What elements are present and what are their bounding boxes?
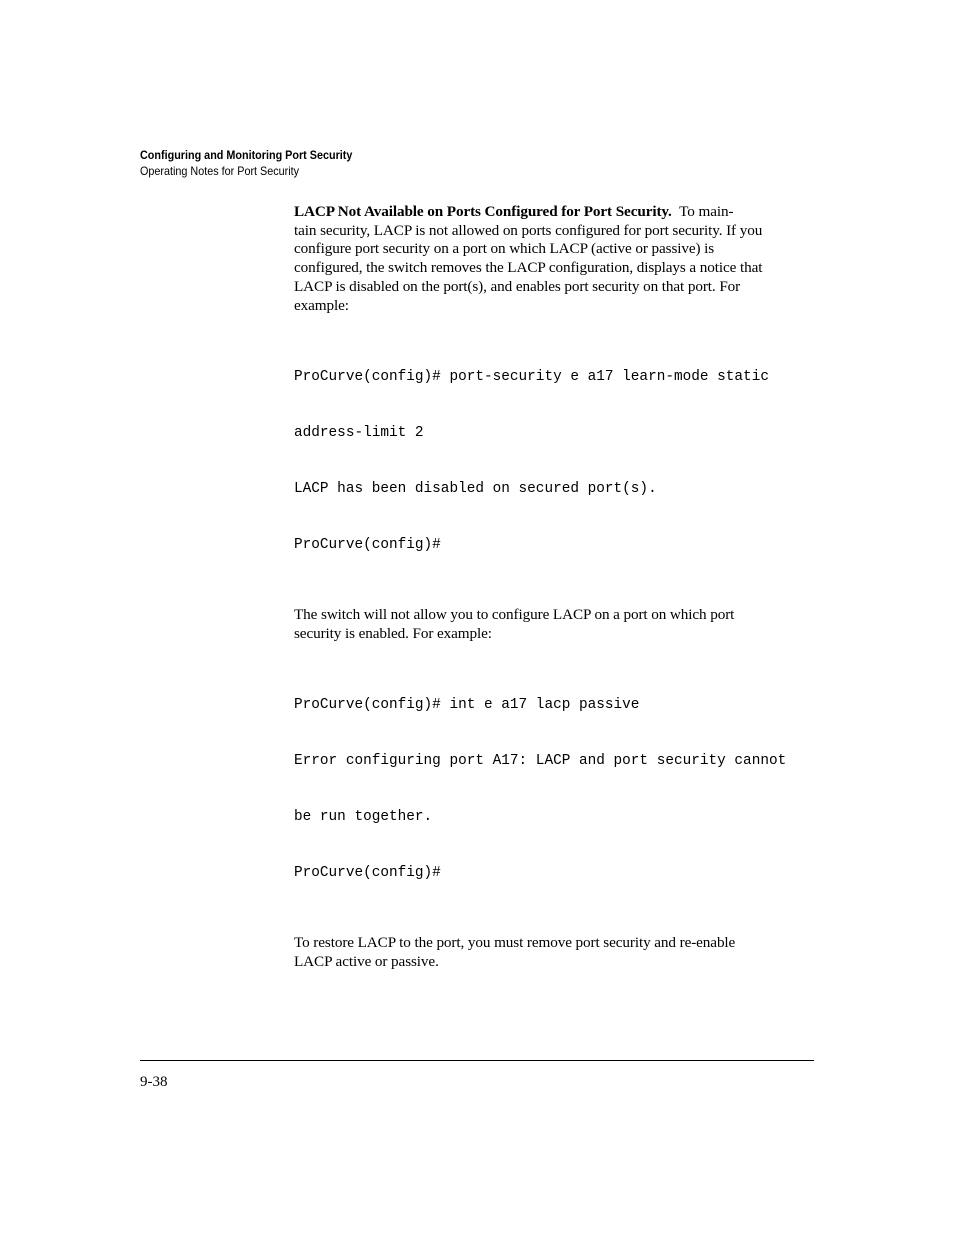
paragraph-line <box>294 203 814 222</box>
page-number: 9-38 <box>140 1074 168 1090</box>
code-line: address-limit 2 <box>294 424 424 441</box>
paragraph-lacp-not-available <box>294 203 814 315</box>
paragraph-line: example: <box>294 296 349 314</box>
paragraph-line: LACP active or passive. <box>294 953 439 971</box>
paragraph-line: LACP is disabled on the port(s), and enables port security on that port. For <box>294 277 741 295</box>
paragraph-text: To main- <box>679 203 734 220</box>
paragraph-switch-not-allow <box>294 606 814 643</box>
run-in-heading: LACP Not Available on Ports Configured for Port Security. <box>294 203 672 220</box>
code-line: ProCurve(config)# <box>294 865 441 882</box>
paragraph-line: The switch will not allow you to configure LACP on a port on which port <box>294 606 735 624</box>
main-content <box>294 203 814 972</box>
paragraph-line: configured, the switch removes the LACP configuration, displays a notice that <box>294 259 763 277</box>
paragraph-restore-lacp <box>294 934 814 971</box>
code-line: LACP has been disabled on secured port(s). <box>294 480 657 497</box>
footer-divider <box>140 1060 814 1061</box>
code-line: ProCurve(config)# <box>294 536 441 553</box>
code-line: ProCurve(config)# int e a17 lacp passive <box>294 696 640 713</box>
code-example-port-security <box>294 330 814 592</box>
code-line: be run together. <box>294 809 433 826</box>
code-example-lacp-error <box>294 658 814 920</box>
running-header <box>140 147 352 179</box>
paragraph-line: security is enabled. For example: <box>294 624 492 642</box>
code-line: ProCurve(config)# port-security e a17 learn-mode static <box>294 368 769 385</box>
code-line: Error configuring port A17: LACP and port security cannot <box>294 752 787 769</box>
paragraph-line: configure port security on a port on which LACP (active or passive) is <box>294 240 715 258</box>
section-title: Operating Notes for Port Security <box>140 164 300 178</box>
paragraph-line: To restore LACP to the port, you must remove port security and re-enable <box>294 934 736 952</box>
chapter-title: Configuring and Monitoring Port Security <box>140 148 353 162</box>
paragraph-line: tain security, LACP is not allowed on ports configured for port security. If you <box>294 221 763 239</box>
